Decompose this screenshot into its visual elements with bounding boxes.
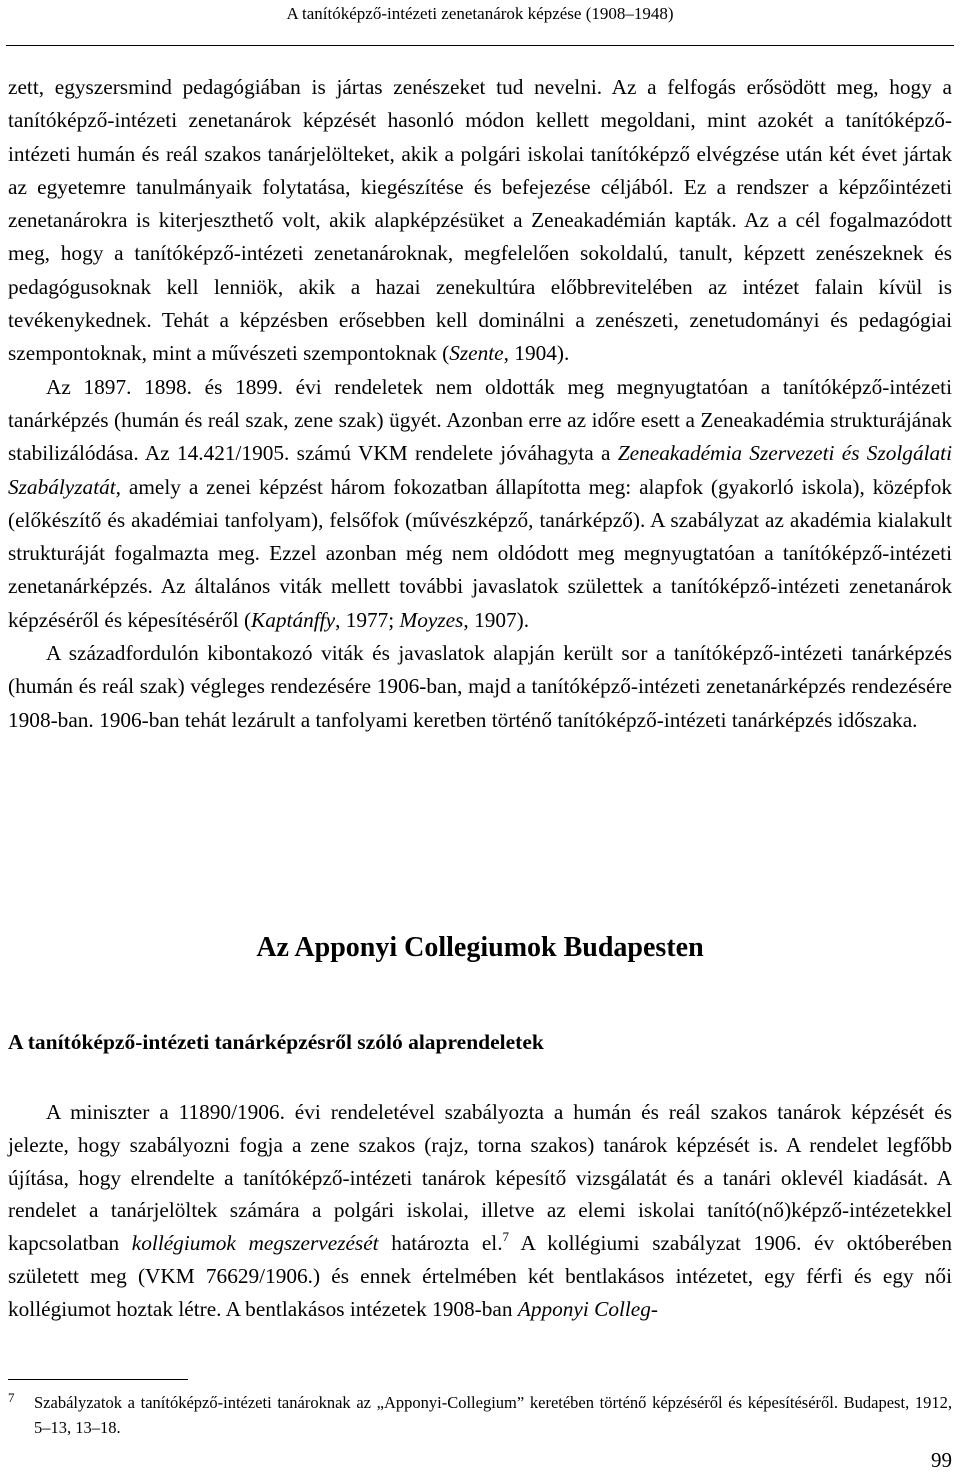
citation-author: Moyzes — [399, 607, 464, 632]
text-run: , 1977; — [335, 607, 400, 632]
paragraph — [8, 1096, 952, 1326]
paragraph — [8, 371, 952, 637]
citation-author: Szente — [449, 341, 504, 366]
running-head: A tanítóképző-intézeti zenetanárok képzése (1908–1948) — [286, 4, 674, 23]
paragraph-continued — [8, 71, 952, 371]
paragraph — [8, 637, 952, 737]
page-number: 99 — [931, 1448, 952, 1472]
italic-phrase: Apponyi Colleg- — [517, 1296, 658, 1321]
footnote — [8, 1390, 952, 1440]
body-text — [8, 71, 952, 737]
footnote-rule — [8, 1379, 188, 1380]
text-run: , amely a zenei képzést három fokozatban állapította meg: alapfok (gyakorló iskola), középfok (előkészítő és akadémiai tanfolyam), felsőfok (művészképző, tanárképző). A szabályzat az akadémia kialakult strukturáját fogalmazta meg. Ezzel azonban még nem oldódott meg megnyugtatóan a tanítóképző-intézeti zenetanárképzés. Az általános viták mellett további javaslatok születtek a tanítóképző-intézeti zenetanárok képzéséről és képesítéséről ( — [8, 474, 952, 632]
section-title: A tanítóképző-intézeti tanárképzésről szóló alaprendeletek — [8, 1030, 544, 1054]
chapter-title: Az Apponyi Collegiumok Budapesten — [256, 932, 704, 963]
text-run: A századfordulón kibontakozó viták és javaslatok alapján került sor a tanítóképző-intézeti tanárképzés (humán és reál szak) végleges rendezésére 1906-ban, majd a tanítóképző-intézeti zenetanárképzés rendezésére 1908-ban. 1906-ban tehát lezárult a tanfolyami keretben történő tanítóképző-intézeti tanárképzés időszaka. — [8, 641, 952, 732]
citation-author: Kaptánffy — [251, 607, 336, 632]
section-body — [8, 1096, 952, 1326]
text-run: zett, egyszersmind pedagógiában is jártas zenészeket tud nevelni. Az a felfogás erősödött meg, hogy a tanítóképző-intézeti zenetanárok képzését hasonló módon kellett megoldani, mint azokét a tanítóképző-intézeti humán és reál szakos tanárjelölteket, akik a polgári iskolai tanítóképző elvégzése után két évet jártak az egyetemre tanulmányaik folytatása, kiegészítése és befejezése céljából. Ez a rendszer a képzőintézeti zenetanárokra is kiterjeszthető volt, akik alapképzésüket a Zeneakadémián kapták. Az a cél fogalmazódott meg, hogy a tanítóképző-intézeti zenetanároknak, megfelelően sokoldalú, tanult, képzett zenészeknek és pedagógusoknak kell lenniök, akik a hazai zenekultúra előbbrevitelében az intézet falain kívül is tevékenykednek. Tehát a képzésben erősebben kell dominálni a zenészeti, zenetudományi és pedagógiai szempontoknak, mint a művészeti szempontoknak ( — [8, 75, 952, 366]
text-run: , 1904). — [503, 341, 570, 366]
text-run: A miniszter a 11890/1906. évi rendeletével szabályozta a humán és reál szakos tanárok képzését és jelezte, hogy szabályozni fogja a zene szakos (rajz, torna szakos) tanárok képzését is. A rendelet legfőbb újítása, hogy elrendelte a tanítóképző-intézeti tanárok képesítő vizsgálatát és a tanári oklevél kiadását. A rendelet a tanárjelöltek számára a polgári iskolai, illetve az elemi iskolai tanító(nő)képző-intézetekkel kapcsolatban — [8, 1100, 952, 1256]
footnote-reference[interactable]: 7 — [502, 1229, 510, 1245]
footnote-marker: 7 — [8, 1390, 15, 1405]
text-run: Az 1897. 1898. és 1899. évi rendeletek nem oldották meg megnyugtatóan a tanítóképző-intézeti tanárképzés (humán és reál szak, zene szak) ügyét. Azonban erre az időre esett a Zeneakadémia strukturájának stabilizálódása. Az 14.421/1905. számú VKM rendelete jóváhagyta a — [8, 374, 952, 466]
italic-phrase: kollégiumok megszervezését — [131, 1231, 379, 1256]
text-run: határozta el. — [378, 1231, 503, 1256]
header-rule — [6, 45, 954, 46]
footnote-text: Szabályzatok a tanítóképző-intézeti tanároknak az „Apponyi-Collegium” keretében történő képzéséről és képesítéséről. Budapest, 1912, 5–13, 13–18. — [34, 1393, 952, 1437]
text-run: , 1907). — [463, 607, 530, 632]
text-run: A kollégiumi szabályzat 1906. év októberében született meg (VKM 76629/1906.) és ennek értelmében két bentlakásos intézetet, egy férfi és egy női kollégiumot hoztak létre. A bentlakásos intézetek 1908-ban — [8, 1231, 952, 1321]
italic-title: Zeneakadémia Szervezeti és Szolgálati Szabályzatát — [8, 441, 953, 499]
